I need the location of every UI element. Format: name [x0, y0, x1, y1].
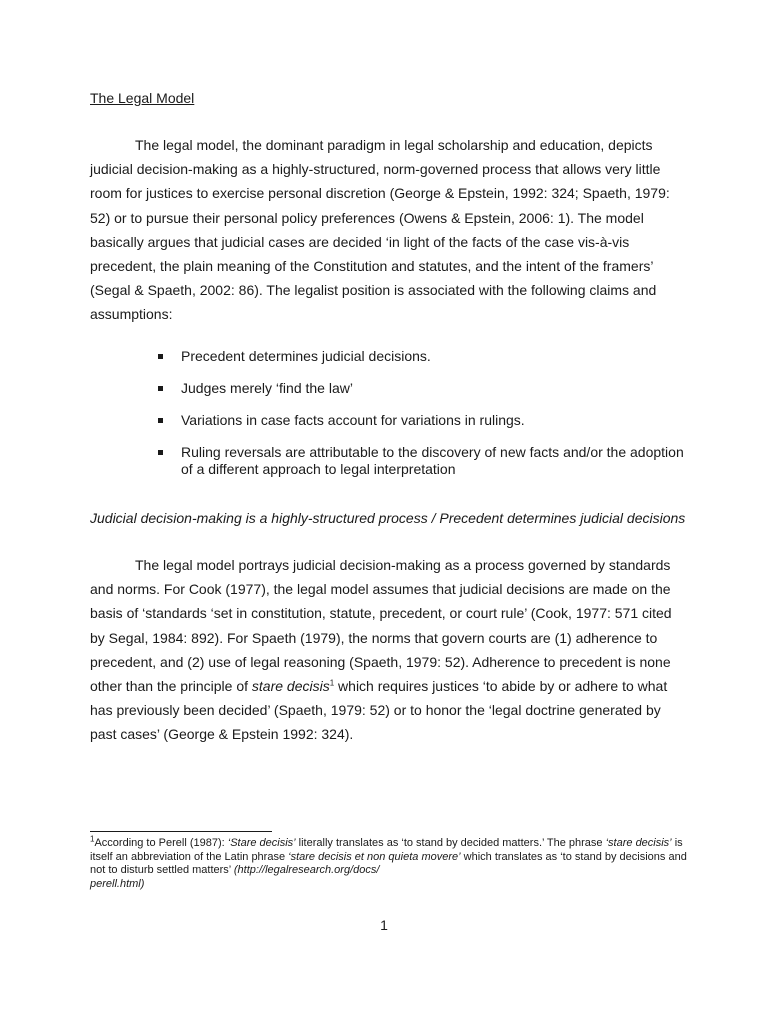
list-item-text: Variations in case facts account for variations in rulings. — [181, 412, 525, 428]
stare-decisis-term: stare decisis — [251, 678, 330, 695]
paragraph-intro — [90, 133, 690, 327]
footnote-text: literally translates as ‘to stand by decided matters.’ The phrase — [295, 837, 606, 849]
footnote-italic: (http://legalresearch.org/docs/ — [233, 864, 380, 876]
list-item-text: Precedent determines judicial decisions. — [181, 348, 431, 364]
paragraph-text-b: which requires justices ‘to abide by or adhere to what has previously been decided’ (Spaeth, 1979: 52) or to honor the ‘legal doctrine generated by past cases’ (George & Epstein 1992: 324). — [90, 678, 668, 743]
bullet-square-icon — [158, 450, 163, 455]
list-item-text: Judges merely ‘find the law’ — [181, 380, 353, 396]
italic-subheading: Judicial decision-making is a highly-structured process / Precedent determines judicial decisions — [90, 510, 686, 526]
footnote-text: According to Perell (1987): — [94, 837, 228, 849]
page-number: 1 — [380, 917, 388, 933]
footnote-link[interactable]: perell.html) — [90, 877, 145, 890]
list-item-text: Ruling reversals are attributable to the discovery of new facts and/or the adoption of a different approach to legal interpretation — [181, 444, 684, 477]
footnote-marker[interactable]: 1 — [329, 678, 335, 688]
bullet-square-icon — [158, 418, 163, 423]
paragraph-text-a: The legal model portrays judicial decision-making as a process governed by standards and norms. For Cook (1977), the legal model assumes that judicial decisions are made on the basis of ‘standards ‘set in constitution, statute, precedent, or court rule’ (Cook, 1977: 571 cited by Segal, 1984: 892). For Spaeth (1979), the norms that govern courts are (1) adherence to precedent, and (2) use of legal reasoning (Spaeth, 1979: 52). Adherence to precedent is none other than the principle of — [90, 557, 672, 695]
footnote-number: 1 — [90, 834, 95, 844]
claims-list — [158, 348, 688, 493]
list-item — [158, 348, 688, 365]
paragraph-intro-text: The legal model, the dominant paradigm in legal scholarship and education, depicts judicial decision-making as a highly-structured, norm-governed process that allows very little room for justices to exercise personal discretion (George & Epstein, 1992: 324; Spaeth, 1979: 52) or to pursue their personal policy preferences (Owens & Epstein, 2006: 1). The model basically argues that judicial cases are decided ‘in light of the facts of the case vis-à-vis precedent, the plain meaning of the Constitution and statutes, and the intent of the framers’ (Segal & Spaeth, 2002: 86). The legalist position is associated with the following claims and assumptions: — [90, 137, 670, 323]
footnote-italic: ‘stare decisis et non quieta movere’ — [288, 850, 461, 863]
footnote-text: is itself an abbreviation of the Latin phrase — [90, 837, 683, 863]
bullet-square-icon — [158, 354, 163, 359]
footnote-divider — [90, 831, 272, 832]
list-item — [158, 380, 688, 397]
footnote-italic: ‘Stare decisis’ — [227, 837, 296, 849]
footnote-text: which translates as ‘to stand by decisions and not to disturb settled matters’ — [90, 850, 687, 876]
footnote-italic: ‘stare decisis’ — [605, 837, 672, 849]
paragraph-legal-model — [90, 553, 690, 747]
list-item — [158, 412, 688, 429]
bullet-square-icon — [158, 386, 163, 391]
footnote — [90, 834, 690, 891]
section-heading: The Legal Model — [90, 90, 195, 106]
list-item — [158, 444, 688, 478]
